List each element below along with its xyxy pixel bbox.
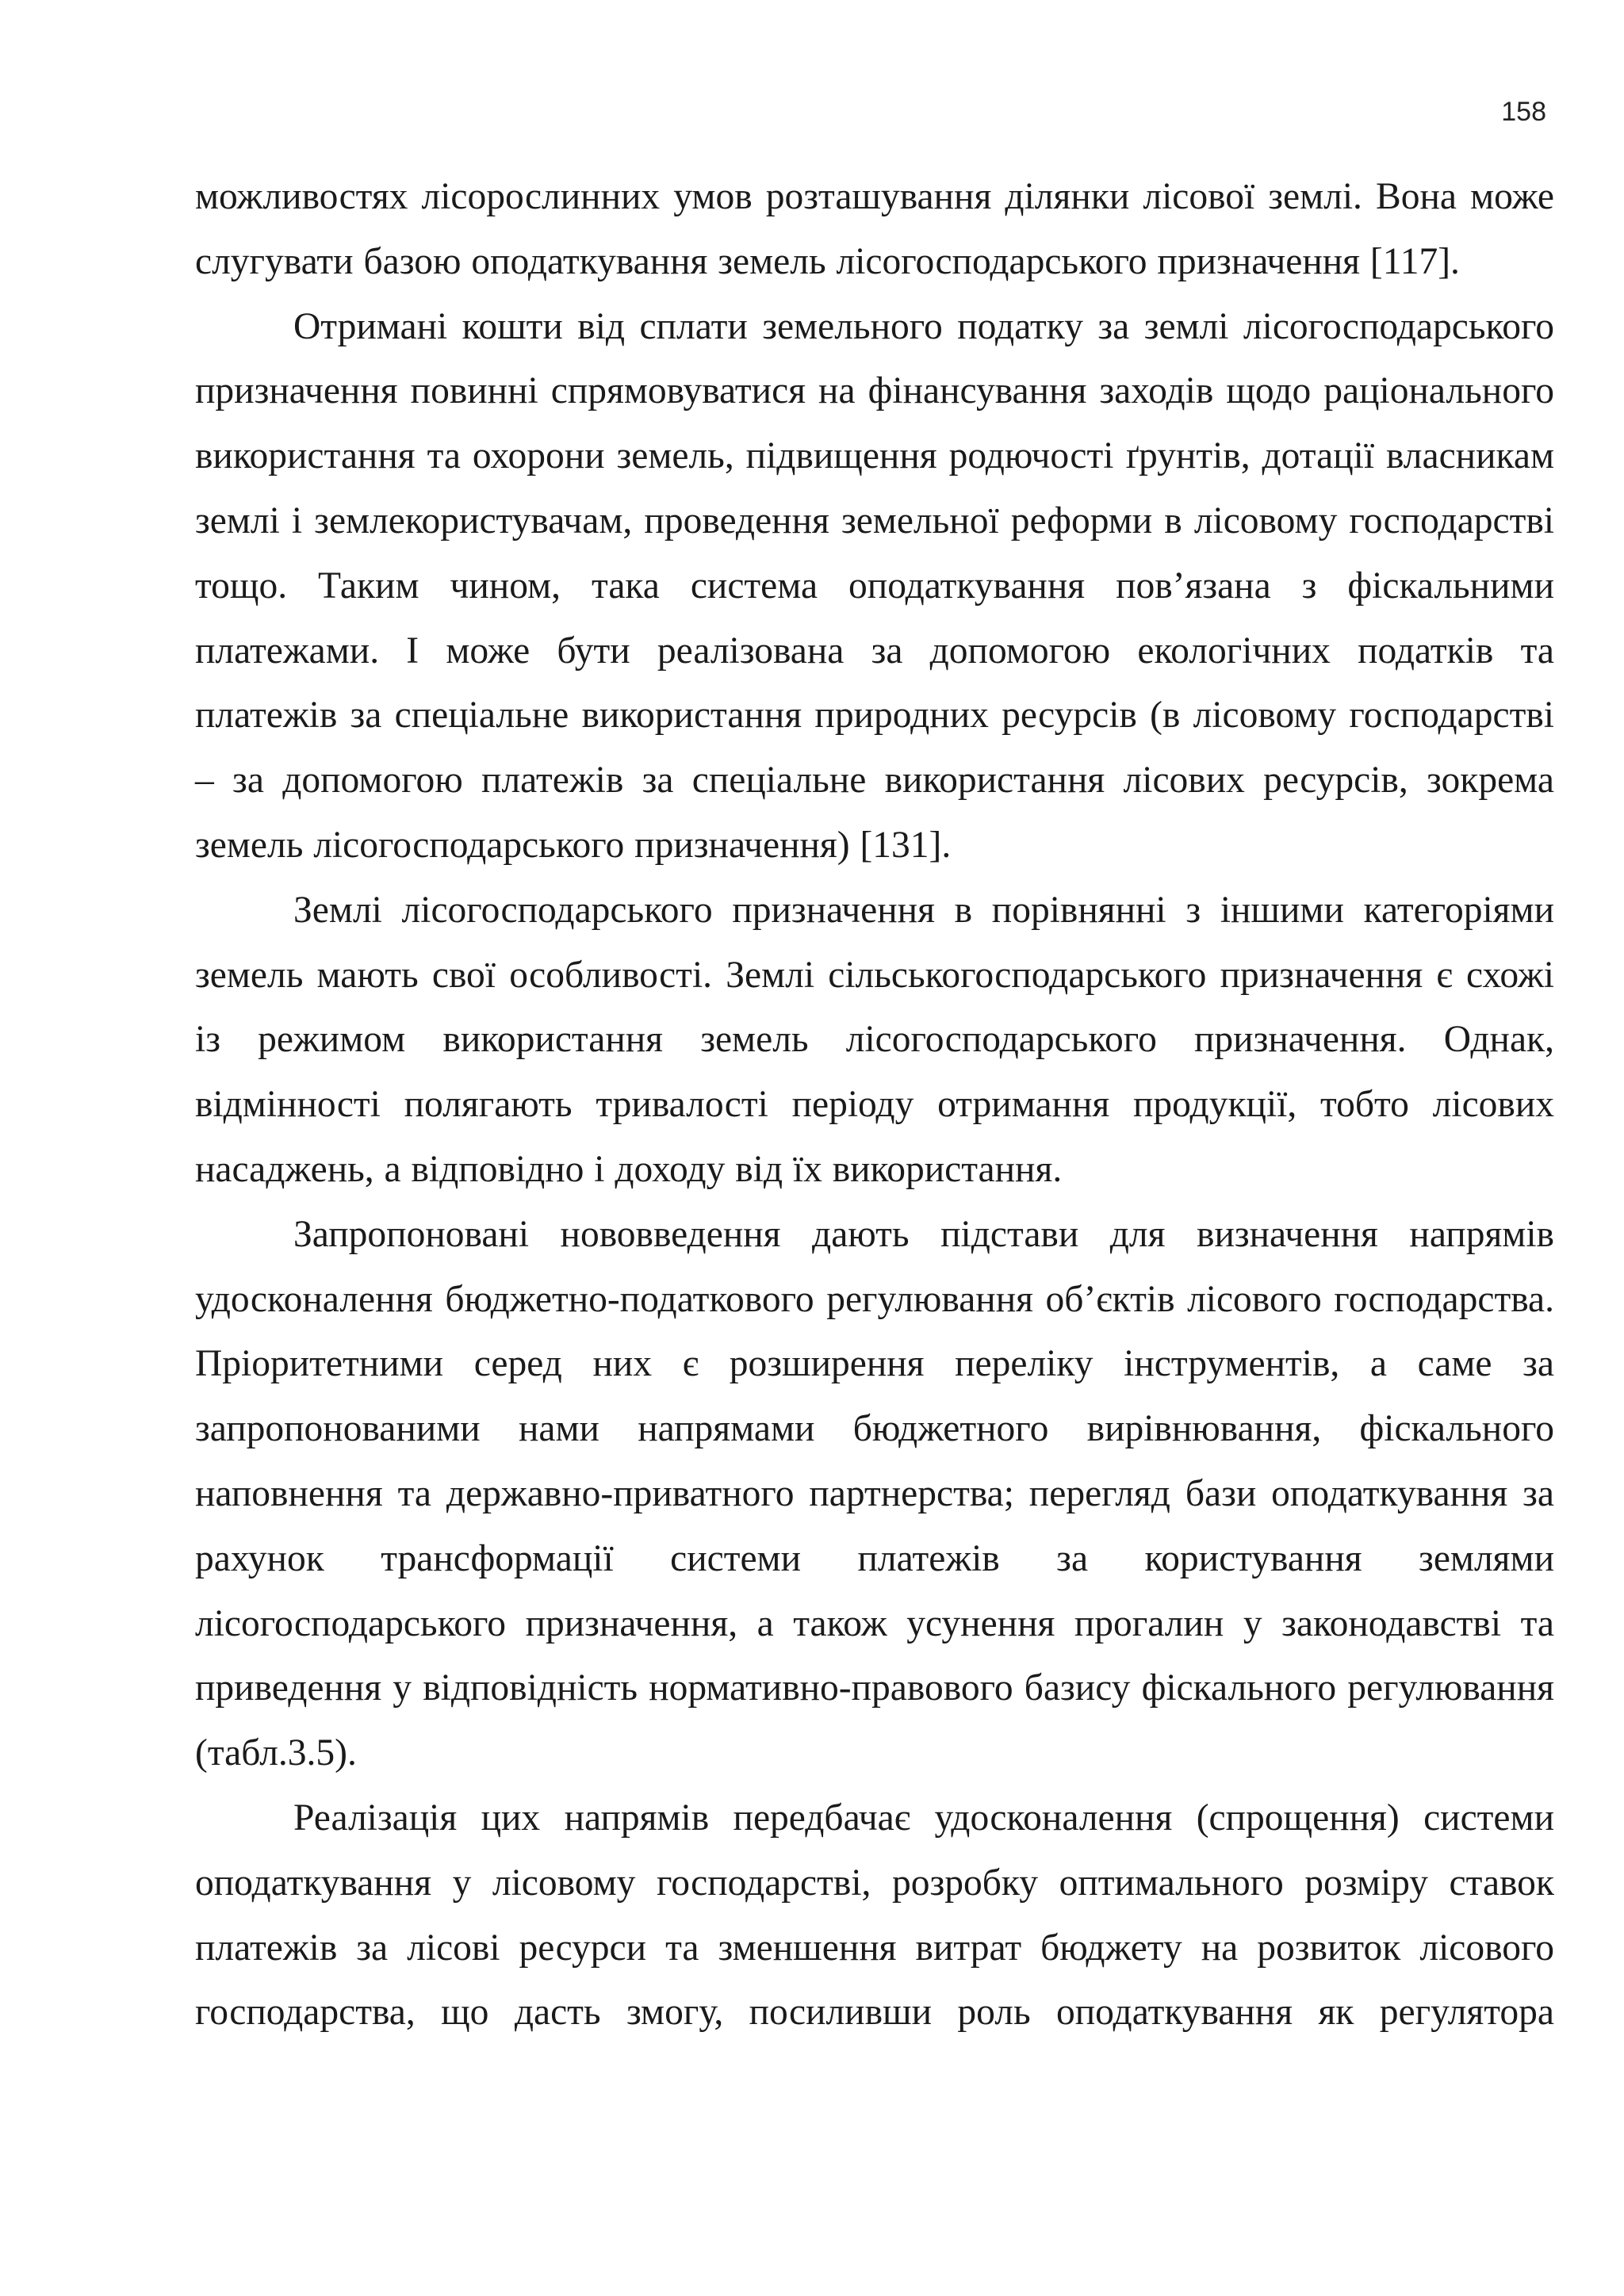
paragraph-implementation: Реалізація цих напрямів передбачає удосконалення (спрощення) системи оподаткування у лісовому господарстві, розробку оптимального розміру ставок платежів за лісові ресурси та зменшення витрат бюджету на розвиток лісового господарства, що дасть змогу, посиливши роль оподаткування як регулятора: [195, 1797, 1554, 2034]
page-number: 158: [1501, 97, 1546, 127]
paragraph-continuation: можливостях лісорослинних умов розташування ділянки лісової землі. Вона може слугувати базою оподаткування земель лісогосподарського призначення [117].: [195, 176, 1554, 282]
paragraph-proposed-innovations: Запропоновані нововведення дають підстави для визначення напрямів удосконалення бюджетно-податкового регулювання об’єктів лісового господарства. Пріоритетними серед них є розширення переліку інструментів, а саме за запропонованими нами напрямами бюджетного вирівнювання, фіскального наповнення та державно-приватного партнерства; перегляд бази оподаткування за рахунок трансформації системи платежів за користування землями лісогосподарського призначення, а також усунення прогалин у законодавстві та приведення у відповідність нормативно-правового базису фіскального регулювання (табл.3.5).: [195, 1213, 1554, 1774]
paragraph-forest-land-features: Землі лісогосподарського призначення в порівнянні з іншими категоріями земель мають свої особливості. Землі сільськогосподарського призначення є схожі із режимом використання земель лісогосподарського призначення. Однак, відмінності полягають тривалості періоду отримання продукції, тобто лісових насаджень, а відповідно і доходу від їх використання.: [195, 889, 1554, 1190]
document-body: [195, 165, 1554, 2045]
paragraph-land-tax-funds: Отримані кошти від сплати земельного податку за землі лісогосподарського призначення повинні спрямовуватися на фінансування заходів щодо раціонального використання та охорони земель, підвищення родючості ґрунтів, дотації власникам землі і землекористувачам, проведення земельної реформи в лісовому господарстві тощо. Таким чином, така система оподаткування пов’язана з фіскальними платежами. І може бути реалізована за допомогою екологічних податків та платежів за спеціальне використання природних ресурсів (в лісовому господарстві – за допомогою платежів за спеціальне використання лісових ресурсів, зокрема земель лісогосподарського призначення) [131].: [195, 305, 1554, 866]
